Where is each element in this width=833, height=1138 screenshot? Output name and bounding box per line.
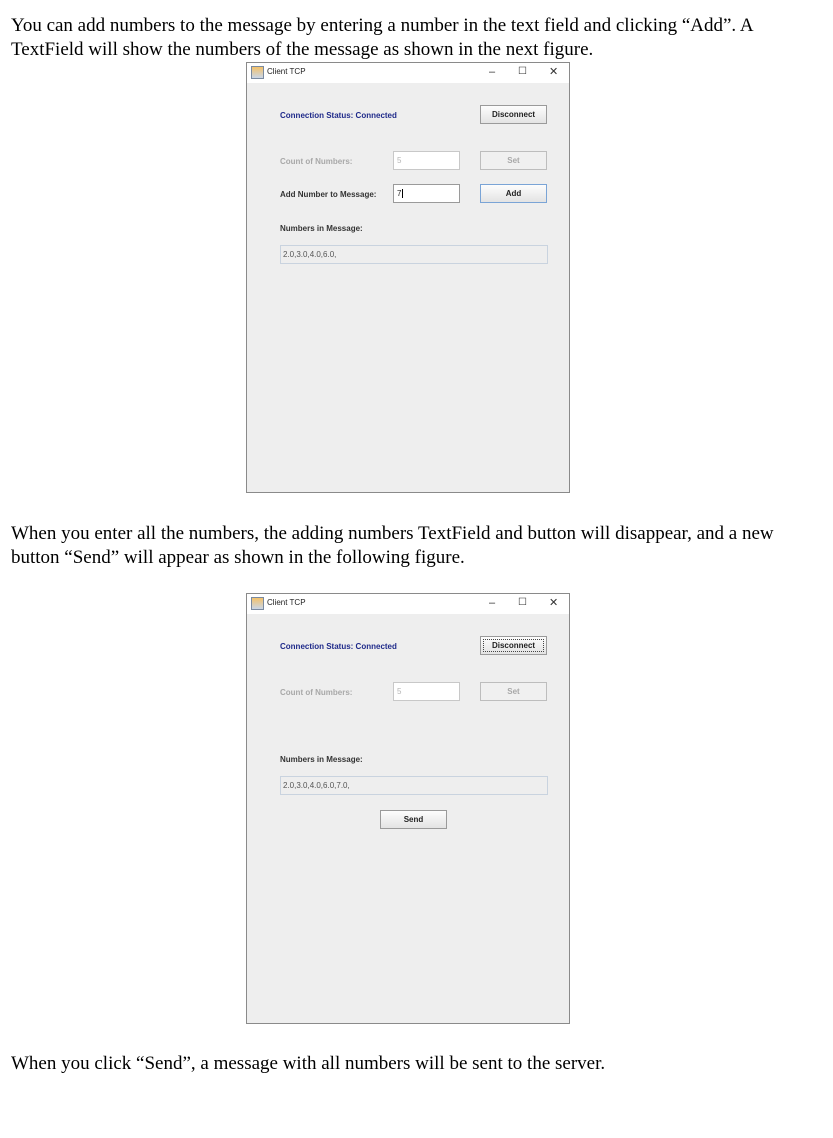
title-bar: [247, 63, 569, 83]
paragraph-send-appears: When you enter all the numbers, the adding numbers TextField and button will disappear, and a new button “Send” will appear as shown in the following figure.: [11, 523, 774, 568]
close-icon[interactable]: ✕: [549, 597, 559, 609]
maximize-icon[interactable]: ☐: [518, 66, 527, 77]
disconnect-button[interactable]: Disconnect: [480, 636, 547, 655]
add-number-value: 7: [397, 189, 402, 198]
count-of-numbers-field[interactable]: 5: [393, 682, 460, 701]
add-number-label: Add Number to Message:: [280, 190, 377, 199]
minimize-icon[interactable]: –: [489, 66, 496, 78]
java-app-icon: [251, 66, 264, 79]
close-icon[interactable]: ✕: [549, 66, 559, 78]
set-button[interactable]: Set: [480, 682, 547, 701]
numbers-in-message-label: Numbers in Message:: [280, 224, 363, 233]
window-title: Client TCP: [267, 598, 306, 607]
set-button[interactable]: Set: [480, 151, 547, 170]
numbers-in-message-field[interactable]: 2.0,3.0,4.0,6.0,7.0,: [280, 776, 548, 795]
count-of-numbers-field[interactable]: 5: [393, 151, 460, 170]
add-button[interactable]: Add: [480, 184, 547, 203]
connection-status: Connection Status: Connected: [280, 642, 397, 651]
text-caret: [402, 189, 403, 198]
maximize-icon[interactable]: ☐: [518, 597, 527, 608]
disconnect-button[interactable]: Disconnect: [480, 105, 547, 124]
connection-status: Connection Status: Connected: [280, 111, 397, 120]
minimize-icon[interactable]: –: [489, 597, 496, 609]
client-tcp-window-2: [246, 593, 570, 1024]
paragraph-send-result: When you click “Send”, a message with all numbers will be sent to the server.: [11, 1053, 606, 1074]
count-of-numbers-label: Count of Numbers:: [280, 157, 353, 166]
java-app-icon: [251, 597, 264, 610]
send-button[interactable]: Send: [380, 810, 447, 829]
numbers-in-message-label: Numbers in Message:: [280, 755, 363, 764]
add-number-field[interactable]: [393, 184, 460, 203]
count-of-numbers-label: Count of Numbers:: [280, 688, 353, 697]
numbers-in-message-field[interactable]: 2.0,3.0,4.0,6.0,: [280, 245, 548, 264]
paragraph-intro: You can add numbers to the message by entering a number in the text field and clicking “Add”. A TextField will show the numbers of the message as shown in the next figure.: [11, 15, 753, 60]
client-tcp-window-1: [246, 62, 570, 493]
title-bar: [247, 594, 569, 614]
window-title: Client TCP: [267, 67, 306, 76]
